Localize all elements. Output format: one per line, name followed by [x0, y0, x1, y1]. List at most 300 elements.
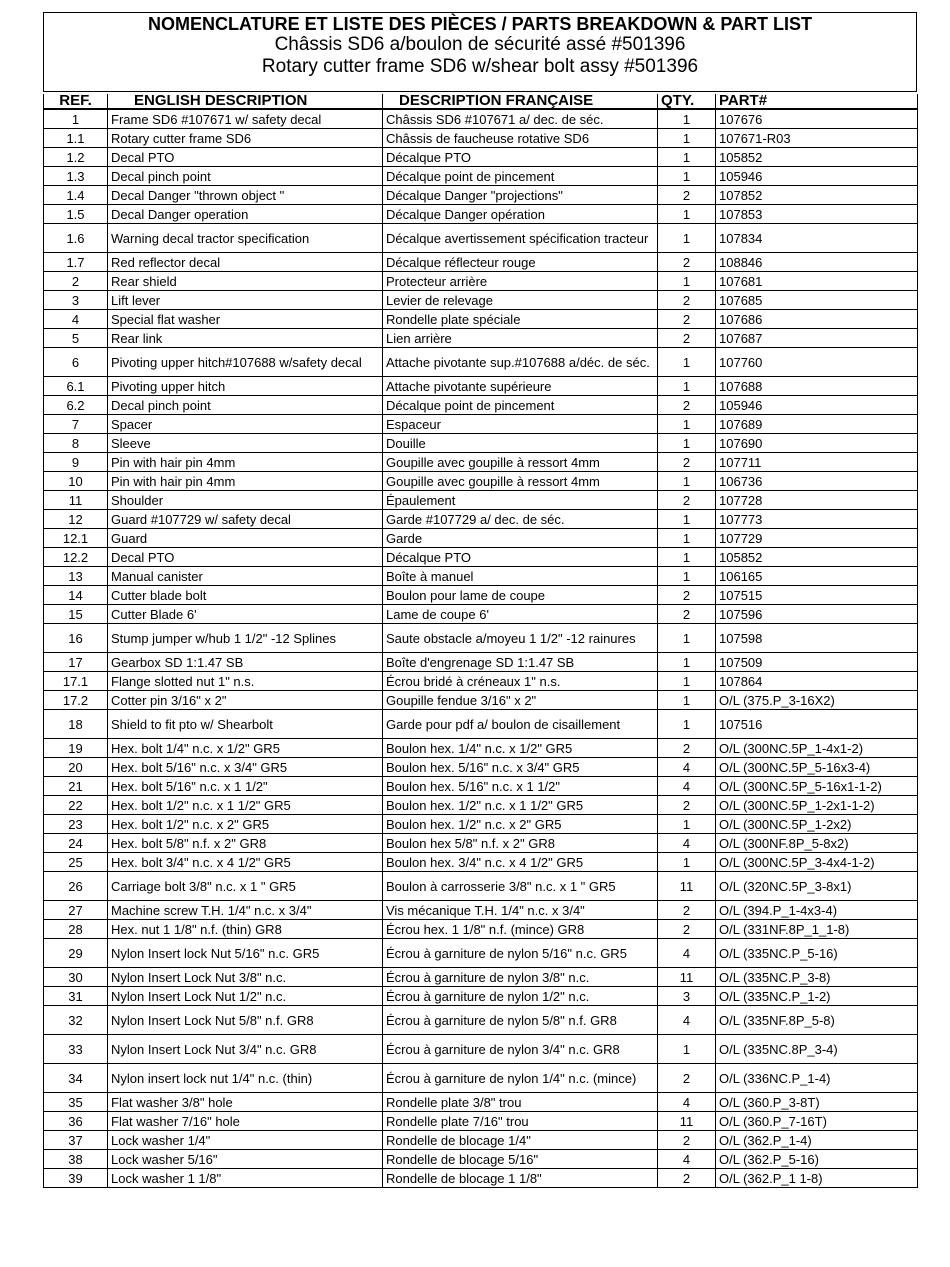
table-row — [44, 815, 918, 834]
ref-cell: 36 — [44, 1112, 108, 1131]
english-description-cell: Decal PTO — [108, 548, 383, 567]
table-header-row — [44, 94, 918, 109]
ref-cell: 21 — [44, 777, 108, 796]
qty-cell: 2 — [658, 605, 716, 624]
ref-cell: 1.2 — [44, 148, 108, 167]
qty-cell: 2 — [658, 796, 716, 815]
ref-cell: 33 — [44, 1035, 108, 1064]
french-description-cell: Rondelle de blocage 1/4" — [383, 1131, 658, 1150]
qty-cell: 1 — [658, 348, 716, 377]
part-number-cell: O/L (360.P_3-8T) — [716, 1093, 918, 1112]
ref-cell: 17.2 — [44, 691, 108, 710]
ref-cell: 1.1 — [44, 129, 108, 148]
ref-cell: 37 — [44, 1131, 108, 1150]
table-row — [44, 348, 918, 377]
english-description-cell: Flat washer 7/16" hole — [108, 1112, 383, 1131]
ref-cell: 9 — [44, 453, 108, 472]
part-number-cell: O/L (336NC.P_1-4) — [716, 1064, 918, 1093]
english-description-cell: Rotary cutter frame SD6 — [108, 129, 383, 148]
french-description-cell: Boulon hex. 1/4" n.c. x 1/2" GR5 — [383, 739, 658, 758]
qty-cell: 2 — [658, 329, 716, 348]
french-description-cell: Boulon hex 5/8" n.f. x 2" GR8 — [383, 834, 658, 853]
french-description-cell: Décalque réflecteur rouge — [383, 253, 658, 272]
french-description-cell: Épaulement — [383, 491, 658, 510]
english-description-cell: Decal Danger operation — [108, 205, 383, 224]
french-description-cell: Décalque PTO — [383, 548, 658, 567]
part-number-cell: 107686 — [716, 310, 918, 329]
qty-cell: 2 — [658, 453, 716, 472]
ref-cell: 1.7 — [44, 253, 108, 272]
french-description-cell: Boîte d'engrenage SD 1:1.47 SB — [383, 653, 658, 672]
qty-cell: 4 — [658, 758, 716, 777]
part-number-cell: 105852 — [716, 548, 918, 567]
table-row — [44, 148, 918, 167]
part-number-cell: O/L (335NC.8P_3-4) — [716, 1035, 918, 1064]
english-description-cell: Lock washer 5/16" — [108, 1150, 383, 1169]
table-row — [44, 739, 918, 758]
qty-cell: 4 — [658, 834, 716, 853]
qty-cell: 1 — [658, 567, 716, 586]
qty-cell: 1 — [658, 377, 716, 396]
qty-cell: 1 — [658, 167, 716, 186]
english-description-cell: Hex. bolt 1/4" n.c. x 1/2" GR5 — [108, 739, 383, 758]
part-number-cell: 105946 — [716, 167, 918, 186]
part-number-cell: 105946 — [716, 396, 918, 415]
qty-cell: 2 — [658, 1169, 716, 1188]
table-row — [44, 920, 918, 939]
part-number-cell: 107864 — [716, 672, 918, 691]
document-title: NOMENCLATURE ET LISTE DES PIÈCES / PARTS BREAKDOWN & PART LIST — [147, 14, 813, 34]
french-description-cell: Boulon hex. 3/4" n.c. x 4 1/2" GR5 — [383, 853, 658, 872]
english-description-cell: Cutter blade bolt — [108, 586, 383, 605]
ref-cell: 1.4 — [44, 186, 108, 205]
french-description-cell: Goupille avec goupille à ressort 4mm — [383, 453, 658, 472]
part-number-cell: 106165 — [716, 567, 918, 586]
english-description-cell: Hex. bolt 1/2" n.c. x 2" GR5 — [108, 815, 383, 834]
qty-cell: 1 — [658, 129, 716, 148]
qty-cell: 1 — [658, 529, 716, 548]
part-number-cell: 107688 — [716, 377, 918, 396]
qty-cell: 2 — [658, 586, 716, 605]
table-row — [44, 672, 918, 691]
french-description-cell: Garde pour pdf a/ boulon de cisaillement — [383, 710, 658, 739]
french-description-cell: Écrou à garniture de nylon 3/8" n.c. — [383, 968, 658, 987]
qty-cell: 4 — [658, 1006, 716, 1035]
table-row — [44, 834, 918, 853]
ref-cell: 34 — [44, 1064, 108, 1093]
parts-table — [43, 94, 918, 1188]
part-number-cell: 107516 — [716, 710, 918, 739]
french-description-cell: Protecteur arrière — [383, 272, 658, 291]
french-description-cell: Écrou à garniture de nylon 3/4" n.c. GR8 — [383, 1035, 658, 1064]
english-description-cell: Hex. bolt 5/16" n.c. x 3/4" GR5 — [108, 758, 383, 777]
english-description-cell: Manual canister — [108, 567, 383, 586]
qty-cell: 2 — [658, 253, 716, 272]
ref-cell: 28 — [44, 920, 108, 939]
qty-cell: 2 — [658, 920, 716, 939]
ref-cell: 26 — [44, 872, 108, 901]
table-row — [44, 777, 918, 796]
french-description-cell: Châssis de faucheuse rotative SD6 — [383, 129, 658, 148]
table-row — [44, 567, 918, 586]
part-number-cell: 107834 — [716, 224, 918, 253]
english-description-cell: Nylon insert lock nut 1/4" n.c. (thin) — [108, 1064, 383, 1093]
part-number-cell: 107596 — [716, 605, 918, 624]
french-description-cell: Décalque avertissement spécification tracteur — [383, 224, 658, 253]
table-row — [44, 1093, 918, 1112]
part-number-cell: 107676 — [716, 109, 918, 129]
table-row — [44, 796, 918, 815]
english-description-cell: Hex. bolt 1/2" n.c. x 1 1/2" GR5 — [108, 796, 383, 815]
table-row — [44, 224, 918, 253]
part-number-cell: 107509 — [716, 653, 918, 672]
parts-sheet — [43, 12, 917, 1188]
qty-cell: 1 — [658, 109, 716, 129]
table-row — [44, 291, 918, 310]
qty-cell: 2 — [658, 1131, 716, 1150]
french-description-cell: Rondelle plate spéciale — [383, 310, 658, 329]
ref-cell: 6 — [44, 348, 108, 377]
ref-cell: 18 — [44, 710, 108, 739]
qty-cell: 2 — [658, 310, 716, 329]
ref-cell: 17 — [44, 653, 108, 672]
english-description-cell: Hex. bolt 5/16" n.c. x 1 1/2" — [108, 777, 383, 796]
qty-cell: 1 — [658, 205, 716, 224]
ref-cell: 15 — [44, 605, 108, 624]
table-row — [44, 167, 918, 186]
french-description-cell: Écrou à garniture de nylon 5/8" n.f. GR8 — [383, 1006, 658, 1035]
english-description-cell: Nylon Insert Lock Nut 1/2" n.c. — [108, 987, 383, 1006]
ref-cell: 30 — [44, 968, 108, 987]
ref-cell: 39 — [44, 1169, 108, 1188]
ref-cell: 32 — [44, 1006, 108, 1035]
english-description-cell: Decal Danger "thrown object " — [108, 186, 383, 205]
french-description-cell: Attache pivotante sup.#107688 a/déc. de séc. — [383, 348, 658, 377]
table-row — [44, 987, 918, 1006]
french-description-cell: Douille — [383, 434, 658, 453]
french-description-cell: Boulon hex. 5/16" n.c. x 3/4" GR5 — [383, 758, 658, 777]
table-row — [44, 968, 918, 987]
part-number-cell: 107515 — [716, 586, 918, 605]
table-row — [44, 491, 918, 510]
french-description-cell: Boîte à manuel — [383, 567, 658, 586]
table-row — [44, 653, 918, 672]
french-description-cell: Rondelle plate 3/8" trou — [383, 1093, 658, 1112]
french-description-cell: Décalque point de pincement — [383, 167, 658, 186]
qty-cell: 1 — [658, 434, 716, 453]
table-row — [44, 109, 918, 129]
part-number-cell: O/L (300NC.5P_3-4x4-1-2) — [716, 853, 918, 872]
part-number-cell: 107681 — [716, 272, 918, 291]
part-number-cell: O/L (362.P_1 1-8) — [716, 1169, 918, 1188]
english-description-cell: Shield to fit pto w/ Shearbolt — [108, 710, 383, 739]
table-row — [44, 377, 918, 396]
english-description-cell: Cutter Blade 6' — [108, 605, 383, 624]
part-number-cell: O/L (335NC.P_3-8) — [716, 968, 918, 987]
french-description-cell: Attache pivotante supérieure — [383, 377, 658, 396]
french-subtitle: Châssis SD6 a/boulon de sécurité assé #501396 — [274, 34, 686, 55]
ref-cell: 38 — [44, 1150, 108, 1169]
french-description-cell: Boulon pour lame de coupe — [383, 586, 658, 605]
english-description-cell: Pin with hair pin 4mm — [108, 472, 383, 491]
english-description-cell: Gearbox SD 1:1.47 SB — [108, 653, 383, 672]
table-row — [44, 939, 918, 968]
french-description-cell: Écrou hex. 1 1/8" n.f. (mince) GR8 — [383, 920, 658, 939]
qty-cell: 1 — [658, 691, 716, 710]
part-number-cell: 107852 — [716, 186, 918, 205]
qty-cell: 2 — [658, 901, 716, 920]
table-row — [44, 510, 918, 529]
part-number-cell: O/L (331NF.8P_1_1-8) — [716, 920, 918, 939]
english-description-cell: Nylon Insert Lock Nut 5/8" n.f. GR8 — [108, 1006, 383, 1035]
english-description-cell: Carriage bolt 3/8" n.c. x 1 " GR5 — [108, 872, 383, 901]
english-subtitle: Rotary cutter frame SD6 w/shear bolt assy #501396 — [261, 56, 699, 77]
qty-cell: 1 — [658, 653, 716, 672]
qty-cell: 1 — [658, 853, 716, 872]
part-number-cell: O/L (360.P_7-16T) — [716, 1112, 918, 1131]
ref-cell: 1 — [44, 109, 108, 129]
qty-cell: 1 — [658, 672, 716, 691]
french-description-cell: Décalque PTO — [383, 148, 658, 167]
ref-cell: 12 — [44, 510, 108, 529]
french-description-cell: Écrou à garniture de nylon 1/2" n.c. — [383, 987, 658, 1006]
table-row — [44, 586, 918, 605]
qty-cell: 11 — [658, 1112, 716, 1131]
english-description-cell: Lock washer 1/4" — [108, 1131, 383, 1150]
ref-cell: 29 — [44, 939, 108, 968]
table-row — [44, 415, 918, 434]
french-description-cell: Espaceur — [383, 415, 658, 434]
ref-cell: 35 — [44, 1093, 108, 1112]
english-description-cell: Hex. nut 1 1/8" n.f. (thin) GR8 — [108, 920, 383, 939]
table-row — [44, 691, 918, 710]
table-row — [44, 1006, 918, 1035]
french-description-cell: Garde — [383, 529, 658, 548]
ref-cell: 14 — [44, 586, 108, 605]
english-description-cell: Flange slotted nut 1" n.s. — [108, 672, 383, 691]
header-part-number: PART# — [716, 94, 918, 109]
qty-cell: 2 — [658, 396, 716, 415]
table-row — [44, 548, 918, 567]
english-description-cell: Pivoting upper hitch — [108, 377, 383, 396]
qty-cell: 1 — [658, 624, 716, 653]
header-ref: REF. — [44, 94, 108, 109]
ref-cell: 17.1 — [44, 672, 108, 691]
english-description-cell: Nylon Insert lock Nut 5/16" n.c. GR5 — [108, 939, 383, 968]
english-description-cell: Red reflector decal — [108, 253, 383, 272]
ref-cell: 20 — [44, 758, 108, 777]
english-description-cell: Shoulder — [108, 491, 383, 510]
french-description-cell: Décalque Danger opération — [383, 205, 658, 224]
qty-cell: 11 — [658, 872, 716, 901]
ref-cell: 6.1 — [44, 377, 108, 396]
english-description-cell: Stump jumper w/hub 1 1/2" -12 Splines — [108, 624, 383, 653]
title-block — [43, 12, 917, 92]
header-french-description: DESCRIPTION FRANÇAISE — [383, 94, 658, 109]
part-number-cell: O/L (300NC.5P_1-4x1-2) — [716, 739, 918, 758]
table-row — [44, 253, 918, 272]
qty-cell: 4 — [658, 777, 716, 796]
part-number-cell: 107711 — [716, 453, 918, 472]
qty-cell: 2 — [658, 491, 716, 510]
qty-cell: 2 — [658, 739, 716, 758]
table-row — [44, 710, 918, 739]
table-row — [44, 1112, 918, 1131]
english-description-cell: Rear shield — [108, 272, 383, 291]
french-description-cell: Rondelle plate 7/16" trou — [383, 1112, 658, 1131]
french-description-cell: Lien arrière — [383, 329, 658, 348]
ref-cell: 23 — [44, 815, 108, 834]
english-description-cell: Pivoting upper hitch#107688 w/safety decal — [108, 348, 383, 377]
table-row — [44, 186, 918, 205]
french-description-cell: Rondelle de blocage 1 1/8" — [383, 1169, 658, 1188]
english-description-cell: Decal pinch point — [108, 167, 383, 186]
ref-cell: 11 — [44, 491, 108, 510]
table-row — [44, 758, 918, 777]
qty-cell: 4 — [658, 1150, 716, 1169]
french-description-cell: Décalque Danger "projections" — [383, 186, 658, 205]
english-description-cell: Guard — [108, 529, 383, 548]
header-english-description: ENGLISH DESCRIPTION — [108, 94, 383, 109]
ref-cell: 1.3 — [44, 167, 108, 186]
qty-cell: 11 — [658, 968, 716, 987]
part-number-cell: 108846 — [716, 253, 918, 272]
ref-cell: 10 — [44, 472, 108, 491]
table-row — [44, 853, 918, 872]
part-number-cell: 107773 — [716, 510, 918, 529]
english-description-cell: Warning decal tractor specification — [108, 224, 383, 253]
qty-cell: 1 — [658, 272, 716, 291]
part-number-cell: O/L (362.P_5-16) — [716, 1150, 918, 1169]
part-number-cell: O/L (375.P_3-16X2) — [716, 691, 918, 710]
qty-cell: 2 — [658, 291, 716, 310]
table-row — [44, 434, 918, 453]
french-description-cell: Lame de coupe 6' — [383, 605, 658, 624]
qty-cell: 3 — [658, 987, 716, 1006]
part-number-cell: 107853 — [716, 205, 918, 224]
english-description-cell: Pin with hair pin 4mm — [108, 453, 383, 472]
ref-cell: 19 — [44, 739, 108, 758]
english-description-cell: Hex. bolt 5/8" n.f. x 2" GR8 — [108, 834, 383, 853]
ref-cell: 22 — [44, 796, 108, 815]
english-description-cell: Cotter pin 3/16" x 2" — [108, 691, 383, 710]
french-description-cell: Décalque point de pincement — [383, 396, 658, 415]
table-row — [44, 872, 918, 901]
table-row — [44, 329, 918, 348]
english-description-cell: Hex. bolt 3/4" n.c. x 4 1/2" GR5 — [108, 853, 383, 872]
french-description-cell: Saute obstacle a/moyeu 1 1/2" -12 rainures — [383, 624, 658, 653]
ref-cell: 1.5 — [44, 205, 108, 224]
qty-cell: 4 — [658, 1093, 716, 1112]
ref-cell: 27 — [44, 901, 108, 920]
english-description-cell: Frame SD6 #107671 w/ safety decal — [108, 109, 383, 129]
part-number-cell: 106736 — [716, 472, 918, 491]
table-row — [44, 396, 918, 415]
english-description-cell: Flat washer 3/8" hole — [108, 1093, 383, 1112]
ref-cell: 13 — [44, 567, 108, 586]
table-row — [44, 205, 918, 224]
french-description-cell: Écrou bridé à créneaux 1" n.s. — [383, 672, 658, 691]
ref-cell: 7 — [44, 415, 108, 434]
english-description-cell: Spacer — [108, 415, 383, 434]
ref-cell: 25 — [44, 853, 108, 872]
ref-cell: 2 — [44, 272, 108, 291]
table-row — [44, 1131, 918, 1150]
french-description-cell: Rondelle de blocage 5/16" — [383, 1150, 658, 1169]
part-number-cell: O/L (300NC.5P_1-2x1-1-2) — [716, 796, 918, 815]
qty-cell: 1 — [658, 148, 716, 167]
part-number-cell: 107687 — [716, 329, 918, 348]
english-description-cell: Special flat washer — [108, 310, 383, 329]
part-number-cell: O/L (320NC.5P_3-8x1) — [716, 872, 918, 901]
french-description-cell: Garde #107729 a/ dec. de séc. — [383, 510, 658, 529]
table-row — [44, 1035, 918, 1064]
french-description-cell: Châssis SD6 #107671 a/ dec. de séc. — [383, 109, 658, 129]
qty-cell: 2 — [658, 186, 716, 205]
ref-cell: 5 — [44, 329, 108, 348]
english-description-cell: Lift lever — [108, 291, 383, 310]
part-number-cell: 107689 — [716, 415, 918, 434]
english-description-cell: Sleeve — [108, 434, 383, 453]
english-description-cell: Decal pinch point — [108, 396, 383, 415]
table-row — [44, 129, 918, 148]
french-description-cell: Boulon hex. 5/16" n.c. x 1 1/2" — [383, 777, 658, 796]
part-number-cell: 107729 — [716, 529, 918, 548]
french-description-cell: Goupille fendue 3/16" x 2" — [383, 691, 658, 710]
qty-cell: 2 — [658, 1064, 716, 1093]
part-number-cell: O/L (394.P_1-4x3-4) — [716, 901, 918, 920]
part-number-cell: 107728 — [716, 491, 918, 510]
qty-cell: 1 — [658, 224, 716, 253]
french-description-cell: Vis mécanique T.H. 1/4" n.c. x 3/4" — [383, 901, 658, 920]
table-row — [44, 272, 918, 291]
ref-cell: 8 — [44, 434, 108, 453]
part-number-cell: O/L (300NC.5P_5-16x3-4) — [716, 758, 918, 777]
english-description-cell: Rear link — [108, 329, 383, 348]
qty-cell: 1 — [658, 1035, 716, 1064]
part-number-cell: O/L (300NC.5P_1-2x2) — [716, 815, 918, 834]
table-row — [44, 1150, 918, 1169]
table-row — [44, 529, 918, 548]
table-row — [44, 624, 918, 653]
part-number-cell: O/L (300NF.8P_5-8x2) — [716, 834, 918, 853]
ref-cell: 1.6 — [44, 224, 108, 253]
part-number-cell: 107598 — [716, 624, 918, 653]
french-description-cell: Boulon hex. 1/2" n.c. x 2" GR5 — [383, 815, 658, 834]
table-row — [44, 472, 918, 491]
qty-cell: 1 — [658, 415, 716, 434]
part-number-cell: 105852 — [716, 148, 918, 167]
qty-cell: 4 — [658, 939, 716, 968]
english-description-cell: Machine screw T.H. 1/4" n.c. x 3/4" — [108, 901, 383, 920]
part-number-cell: O/L (335NC.P_1-2) — [716, 987, 918, 1006]
ref-cell: 12.1 — [44, 529, 108, 548]
ref-cell: 24 — [44, 834, 108, 853]
english-description-cell: Guard #107729 w/ safety decal — [108, 510, 383, 529]
table-row — [44, 605, 918, 624]
french-description-cell: Écrou à garniture de nylon 1/4" n.c. (mince) — [383, 1064, 658, 1093]
qty-cell: 1 — [658, 815, 716, 834]
qty-cell: 1 — [658, 510, 716, 529]
french-description-cell: Écrou à garniture de nylon 5/16" n.c. GR5 — [383, 939, 658, 968]
english-description-cell: Nylon Insert Lock Nut 3/8" n.c. — [108, 968, 383, 987]
table-row — [44, 310, 918, 329]
table-row — [44, 1169, 918, 1188]
ref-cell: 6.2 — [44, 396, 108, 415]
qty-cell: 1 — [658, 548, 716, 567]
french-description-cell: Levier de relevage — [383, 291, 658, 310]
qty-cell: 1 — [658, 472, 716, 491]
